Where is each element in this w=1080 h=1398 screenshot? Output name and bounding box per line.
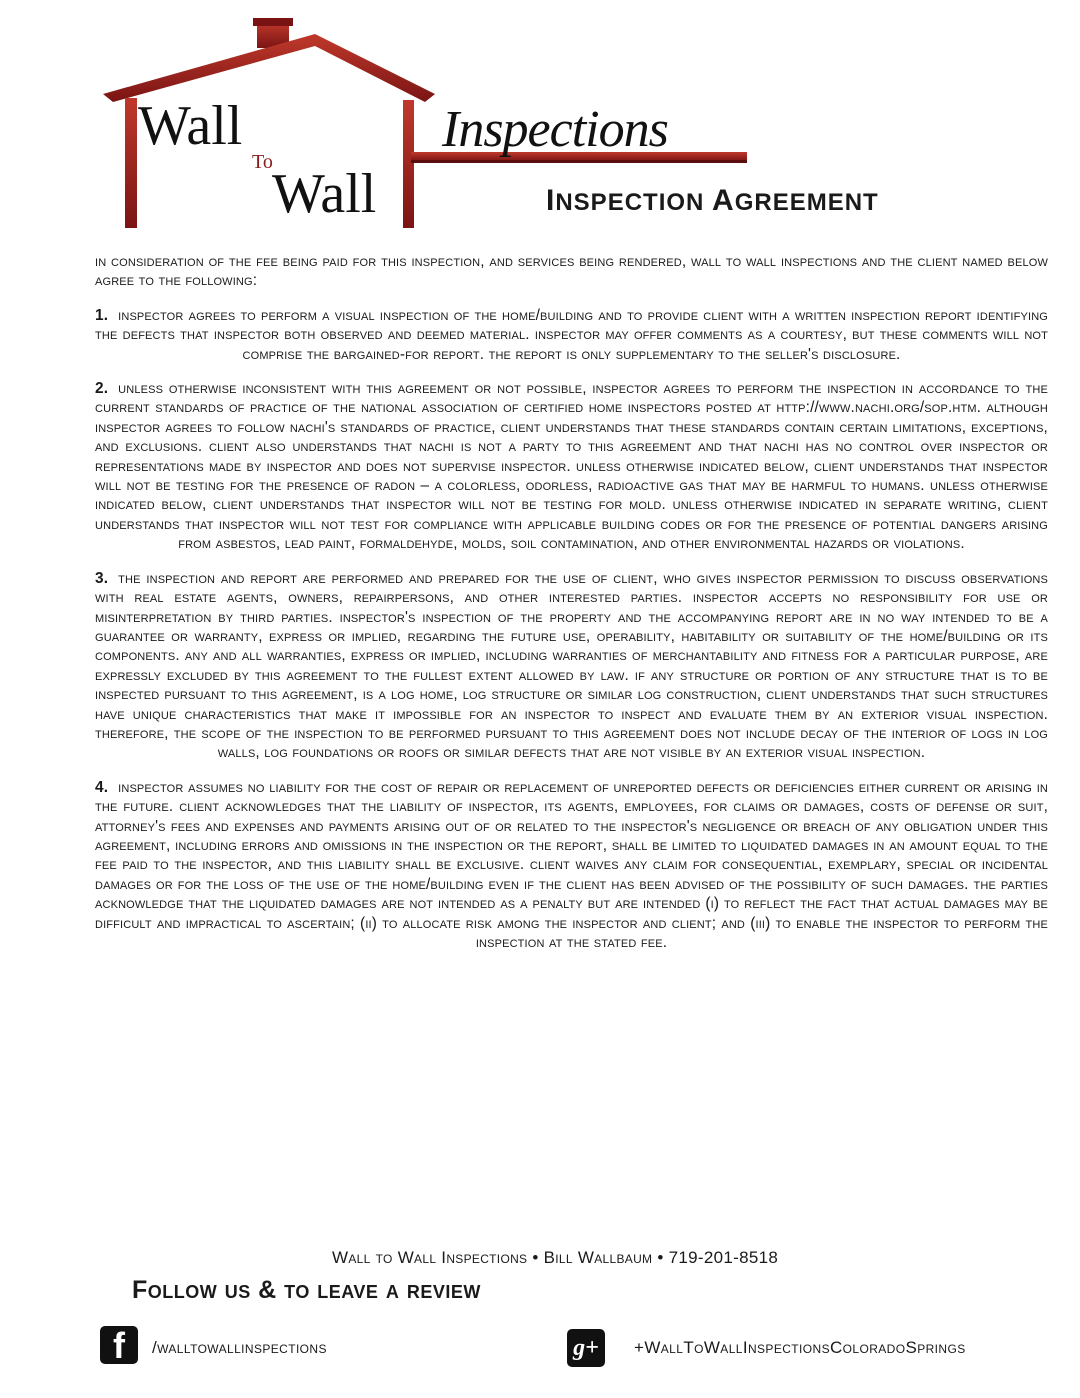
agreement-section [95, 306, 1048, 364]
section-number: 4. [95, 778, 109, 796]
agreement-section [95, 379, 1048, 554]
section-text: inspector agrees to perform a visual inspection of the home/building and to provide client with a written inspection report identifying the defects that inspector both observed and deemed material. inspector may offer comments as a courtesy, but these comments will not comprise the bargained-for report. the report is only supplementary to the seller's disclosure. [95, 306, 1048, 363]
page-title [546, 184, 879, 218]
section-number: 2. [95, 380, 109, 398]
logo-word-to: To [252, 151, 273, 173]
google-plus-link[interactable]: +WallToWallInspectionsColoradoSprings [634, 1338, 966, 1357]
contact-line: Wall to Wall Inspections • Bill Wallbaum • 719-201-8518 [332, 1248, 779, 1267]
agreement-intro: in consideration of the fee being paid for this inspection, and services being rendered, wall to wall inspections and the client named below agree to the following: [95, 253, 1048, 290]
agreement-body [95, 252, 1048, 967]
title-second-cap: A [712, 184, 735, 217]
google-plus-icon[interactable]: g+ [567, 1329, 605, 1367]
title-rest-1: NSPECTION [555, 189, 713, 216]
logo-word-inspections: Inspections [442, 101, 668, 158]
agreement-section [95, 569, 1048, 763]
facebook-link[interactable]: /walltowallinspections [152, 1338, 327, 1357]
section-number: 1. [95, 306, 109, 324]
title-rest-2: GREEMENT [734, 189, 879, 216]
follow-heading: Follow us & to leave a review [132, 1276, 481, 1304]
section-text: the inspection and report are performed and prepared for the use of client, who gives inspector permission to discuss observations with real estate agents, owners, repairpersons, and other interested parties. inspector accepts no responsibility for use or misinterpretation by third parties. inspector's inspection of the property and the accompanying report are in no way intended to be a guarantee or warranty, express or implied, regarding the future use, operability, habitability or suitability of the home/building or its components. any and all warranties, express or implied, including warranties of merchantability and fitness for a particular purpose, are expressly excluded by this agreement to the fullest extent allowed by law. if any structure or portion of any structure that is to be inspected pursuant to this agreement, is a log home, log structure or similar log construction, client understands that such structures have unique characteristics that make it impossible for an inspector to inspect and evaluate them by an exterior visual inspection. therefore, the scope of the inspection to be performed pursuant to this agreement does not include decay of the interior of logs in log walls, log foundations or roofs or similar defects that are not visible by an exterior visual inspection. [95, 569, 1048, 762]
logo-word-wall-top: Wall [138, 95, 243, 157]
section-number: 3. [95, 569, 109, 587]
agreement-section [95, 778, 1048, 953]
title-first-cap: I [546, 184, 556, 217]
section-text: inspector assumes no liability for the cost of repair or replacement of unreported defects or deficiencies either current or arising in the future. client acknowledges that the liability of inspector, its agents, employees, for claims or damages, costs of defense or suit, attorney's fees and expenses and payments arising out of or related to the inspector's negligence or breach of any obligation under this agreement, including errors and omissions in the inspection or the report, shall be limited to liquidated damages in an amount equal to the fee paid to the inspector, and this liability shall be exclusive. client waives any claim for consequential, exemplary, special or incidental damages or for the loss of the use of the home/building even if the client has been advised of the possibility of such damages. the parties acknowledge that the liquidated damages are not intended as a penalty but are intended (i) to reflect the fact that actual damages may be difficult and impractical to ascertain; (ii) to allocate risk among the inspector and client; and (iii) to enable the inspector to perform the inspection at the stated fee. [95, 778, 1048, 951]
section-text: unless otherwise inconsistent with this agreement or not possible, inspector agrees to perform the inspection in accordance to the current standards of practice of the national association of certified home inspectors posted at http://www.nachi.org/sop.htm. although inspector agrees to follow nachi's standards of practice, client understands that these standards contain certain limitations, exceptions, and exclusions. client also understands that nachi is not a party to this agreement and that nachi has no control over inspector or representations made by inspector and does not supervise inspector. unless otherwise indicated below, client understands that inspector will not be testing for the presence of radon – a colorless, odorless, radioactive gas that may be harmful to humans. unless otherwise indicated below, client understands that inspector will not be testing for mold. unless otherwise indicated in separate writing, client understands that inspector will not test for compliance with applicable building codes or for the presence of potential dangers arising from asbestos, lead paint, formaldehyde, molds, soil contamination, and other environmental hazards or violations. [95, 380, 1048, 553]
logo-word-wall-bottom: Wall [272, 163, 377, 225]
facebook-icon[interactable]: f [100, 1326, 138, 1364]
